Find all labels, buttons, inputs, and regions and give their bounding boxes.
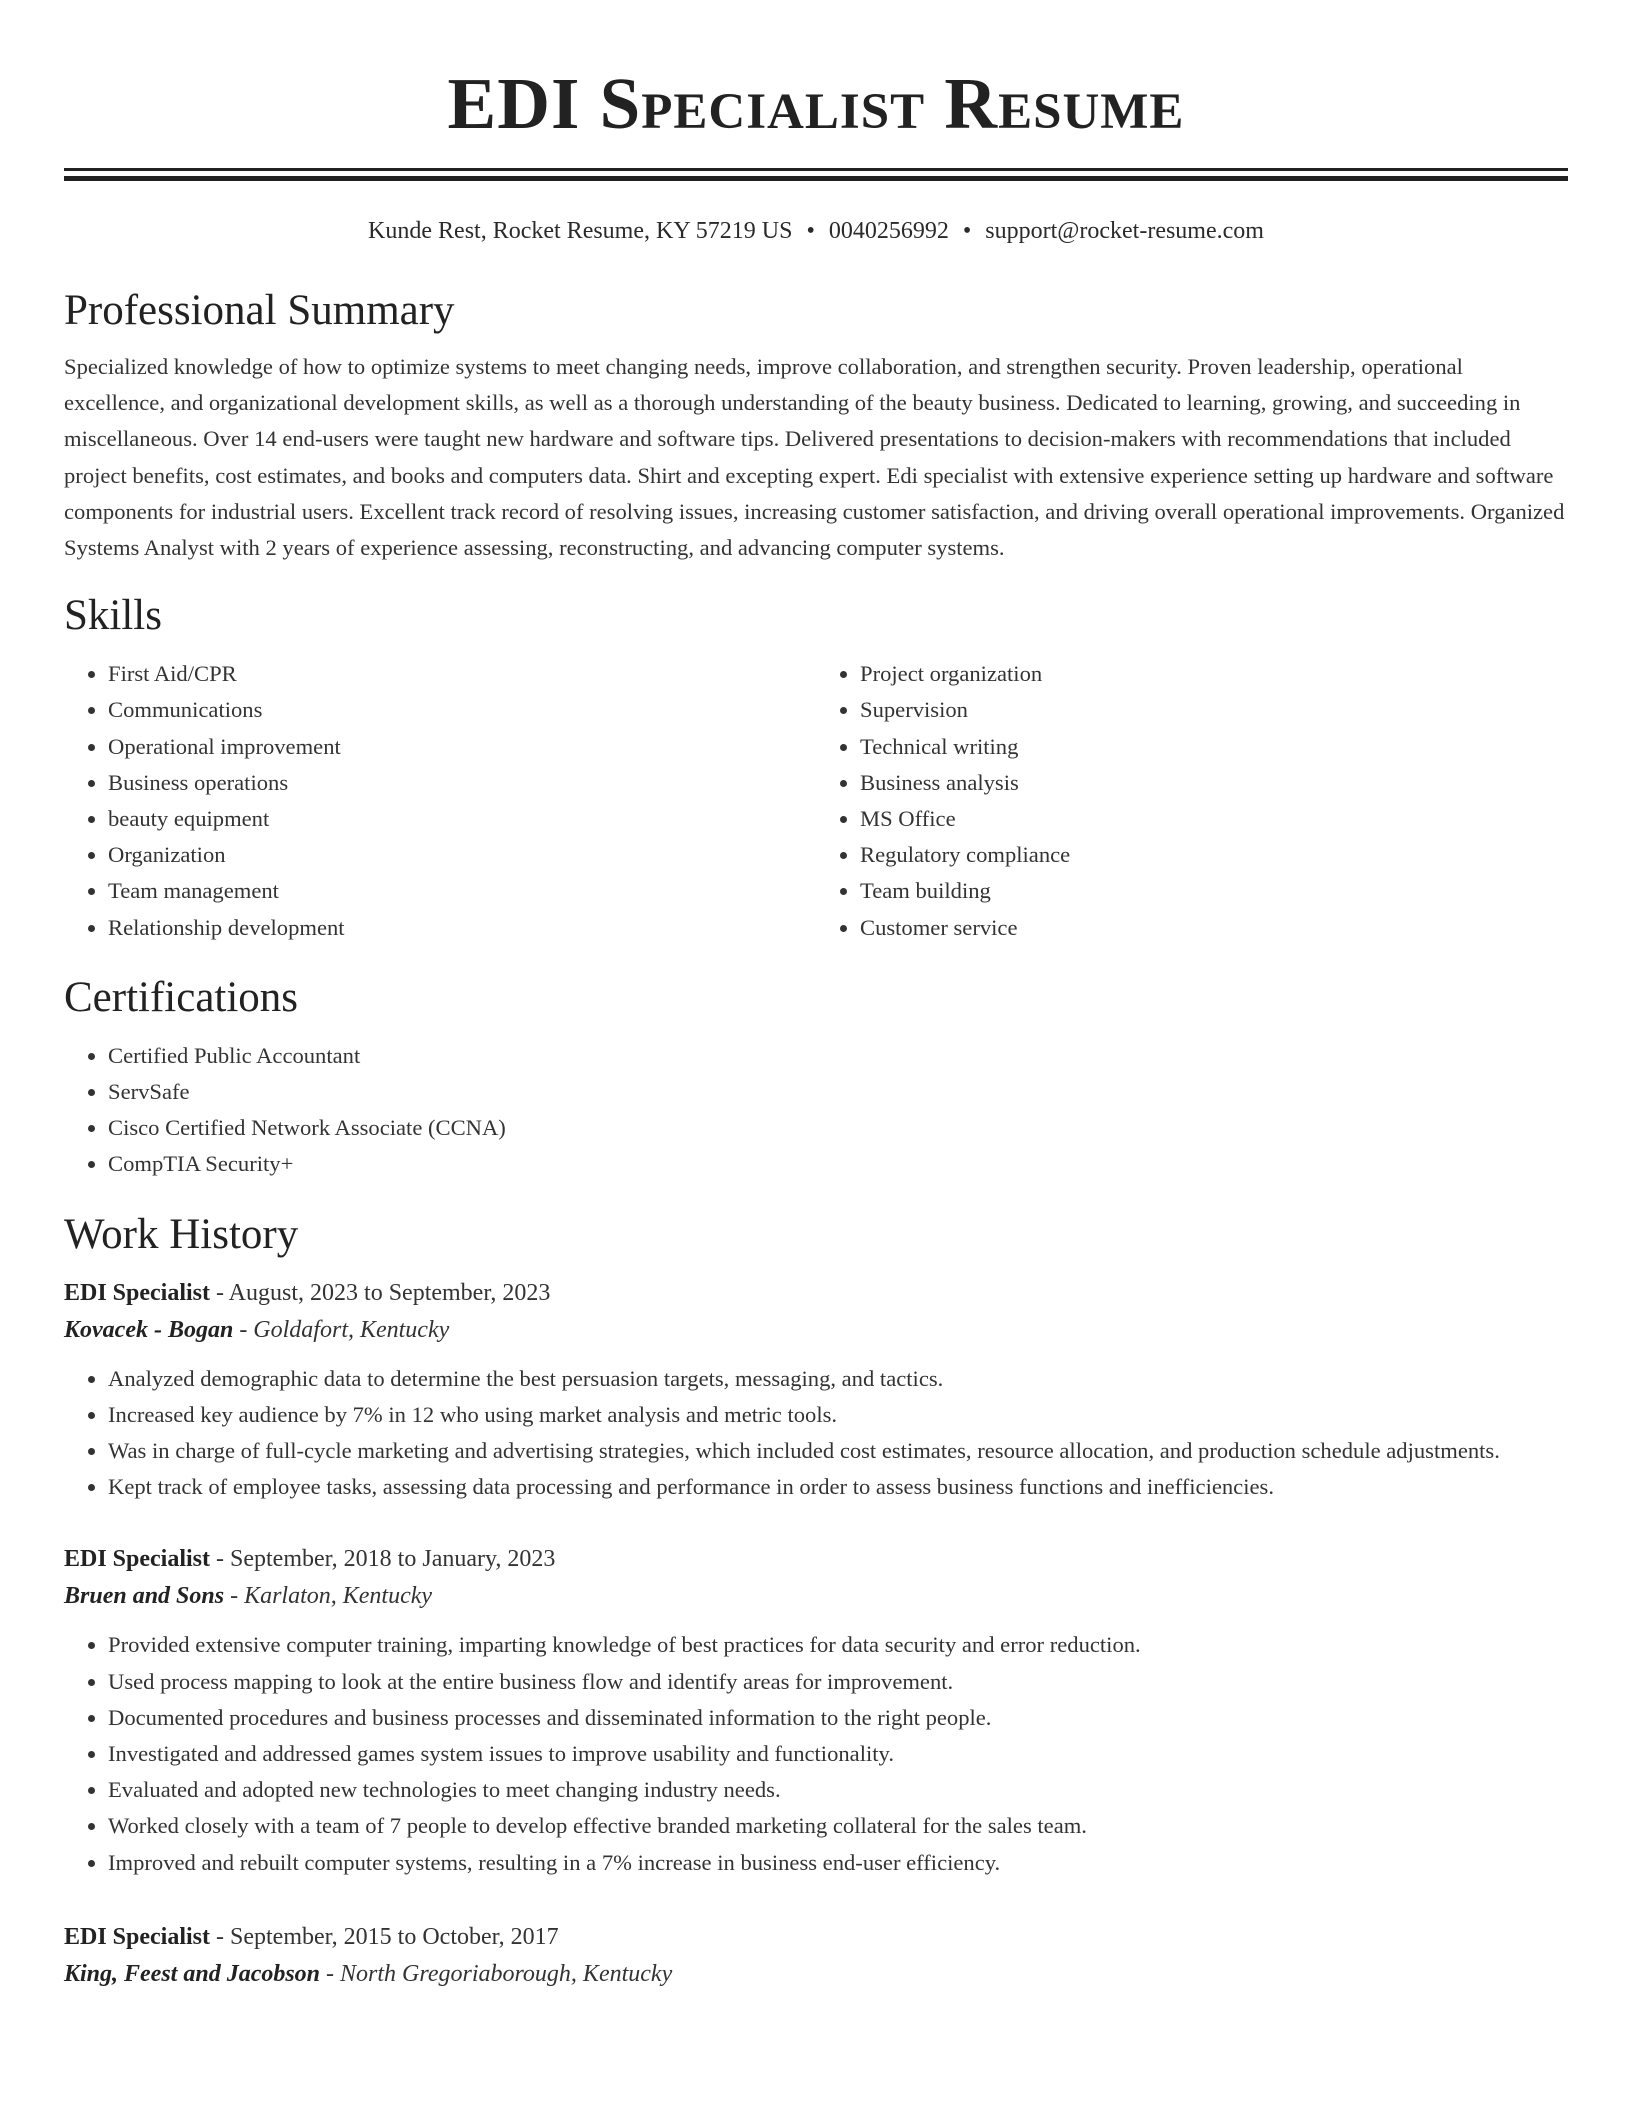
summary-heading: Professional Summary [64,287,455,334]
job-title-line [64,1541,1568,1577]
job-bullet: • Increased key audience by 7% in 12 who using market analysis and metric tools. [108,1397,1568,1433]
job-company: Kovacek - Bogan [64,1316,234,1343]
title-rule-thick [64,176,1568,181]
job-bullet: • Investigated and addressed games system issues to improve usability and functionality. [108,1736,1568,1772]
certification-item: • Cisco Certified Network Associate (CCNA) [108,1110,1568,1146]
contact-line [64,215,1568,247]
skill-item: • Technical writing [860,729,1568,765]
job-dates: - September, 2015 to October, 2017 [210,1923,559,1950]
job-bullet: • Improved and rebuilt computer systems, resulting in a 7% increase in business end-user efficiency. [108,1845,1568,1881]
skills-list-right [816,656,1568,946]
skill-item: • Customer service [860,910,1568,946]
job-company: King, Feest and Jacobson [64,1960,321,1987]
job-title: EDI Specialist [64,1279,211,1306]
skill-item: • Team management [108,873,816,909]
certifications-list [64,1038,1568,1183]
skill-item: • Team building [860,873,1568,909]
job-company-line [64,1311,1568,1349]
job-bullet: • Used process mapping to look at the entire business flow and identify areas for improvement. [108,1664,1568,1700]
job-entry [64,1275,1568,1506]
contact-email: support@rocket-resume.com [985,218,1264,244]
skill-item: • Business analysis [860,765,1568,801]
contact-separator: • [962,218,972,244]
job-company: Bruen and Sons [64,1583,225,1610]
job-bullet: • Was in charge of full-cycle marketing and advertising strategies, which included cost estimates, resource allocation, and production schedule adjustments. [108,1433,1568,1469]
job-title: EDI Specialist [64,1923,211,1950]
job-title-line [64,1275,1568,1311]
skill-item: • First Aid/CPR [108,656,816,692]
job-title: EDI Specialist [64,1546,211,1573]
skill-item: • MS Office [860,801,1568,837]
skill-item: • Operational improvement [108,729,816,765]
job-bullet-list [64,1627,1568,1880]
certification-item: • CompTIA Security+ [108,1146,1568,1182]
job-bullet: • Documented procedures and business processes and disseminated information to the right people. [108,1700,1568,1736]
skill-item: • beauty equipment [108,801,816,837]
certification-item: • Certified Public Accountant [108,1038,1568,1074]
job-location: - North Gregoriaborough, Kentucky [320,1960,673,1987]
job-location: - Karlaton, Kentucky [224,1583,433,1610]
job-bullet: • Evaluated and adopted new technologies to meet changing industry needs. [108,1772,1568,1808]
skill-item: • Communications [108,692,816,728]
skill-item: • Business operations [108,765,816,801]
skill-item: • Relationship development [108,910,816,946]
skill-item: • Supervision [860,692,1568,728]
job-company-line [64,1577,1568,1615]
skills-heading: Skills [64,592,162,640]
contact-address: Kunde Rest, Rocket Resume, KY 57219 US [368,218,793,244]
job-bullet-list [64,1361,1568,1506]
job-entry [64,1541,1568,1880]
skill-item: • Regulatory compliance [860,837,1568,873]
job-dates: - September, 2018 to January, 2023 [210,1546,556,1573]
job-entry [64,1919,1568,1993]
skill-item: • Organization [108,837,816,873]
skill-item: • Project organization [860,656,1568,692]
contact-separator: • [806,218,815,244]
certification-item: • ServSafe [108,1074,1568,1110]
job-dates: - August, 2023 to September, 2023 [210,1279,551,1306]
job-title-line [64,1919,1568,1955]
skills-columns [64,656,1568,946]
job-bullet: • Provided extensive computer training, imparting knowledge of best practices for data security and error reduction. [108,1627,1568,1663]
work-history-heading: Work History [64,1210,299,1258]
resume-page [64,0,1568,1993]
job-bullet: • Kept track of employee tasks, assessing data processing and performance in order to assess business functions and inefficiencies. [108,1469,1568,1505]
job-bullet: • Worked closely with a team of 7 people to develop effective branded marketing collateral for the sales team. [108,1808,1568,1844]
title-rule-thin [64,168,1568,171]
contact-phone: 0040256992 [828,218,949,244]
job-bullet: • Analyzed demographic data to determine the best persuasion targets, messaging, and tactics. [108,1361,1568,1397]
skills-list-left [64,656,816,946]
certifications-heading: Certifications [64,973,299,1021]
job-company-line [64,1955,1568,1993]
job-location: - Goldafort, Kentucky [233,1316,450,1343]
resume-title: EDI Specialist Resume [447,63,1185,144]
summary-text: Specialized knowledge of how to optimize systems to meet changing needs, improve collaboration, and strengthen security. Proven leadership, operational excellence, and organizational development skills, as well as a thorough understanding of the beauty business. Dedicated to learning, growing, and succeeding in miscellaneous. Over 14 end-users were taught new hardware and software tips. Delivered presentations to decision-makers with recommendations that included project benefits, cost estimates, and books and computers data. Shirt and excepting expert. Edi specialist with extensive experience setting up hardware and software components for industrial users. Excellent track record of resolving issues, increasing customer satisfaction, and driving overall operational improvements. Organized Systems Analyst with 2 years of experience assessing, reconstructing, and advancing computer systems. [64,354,1565,561]
